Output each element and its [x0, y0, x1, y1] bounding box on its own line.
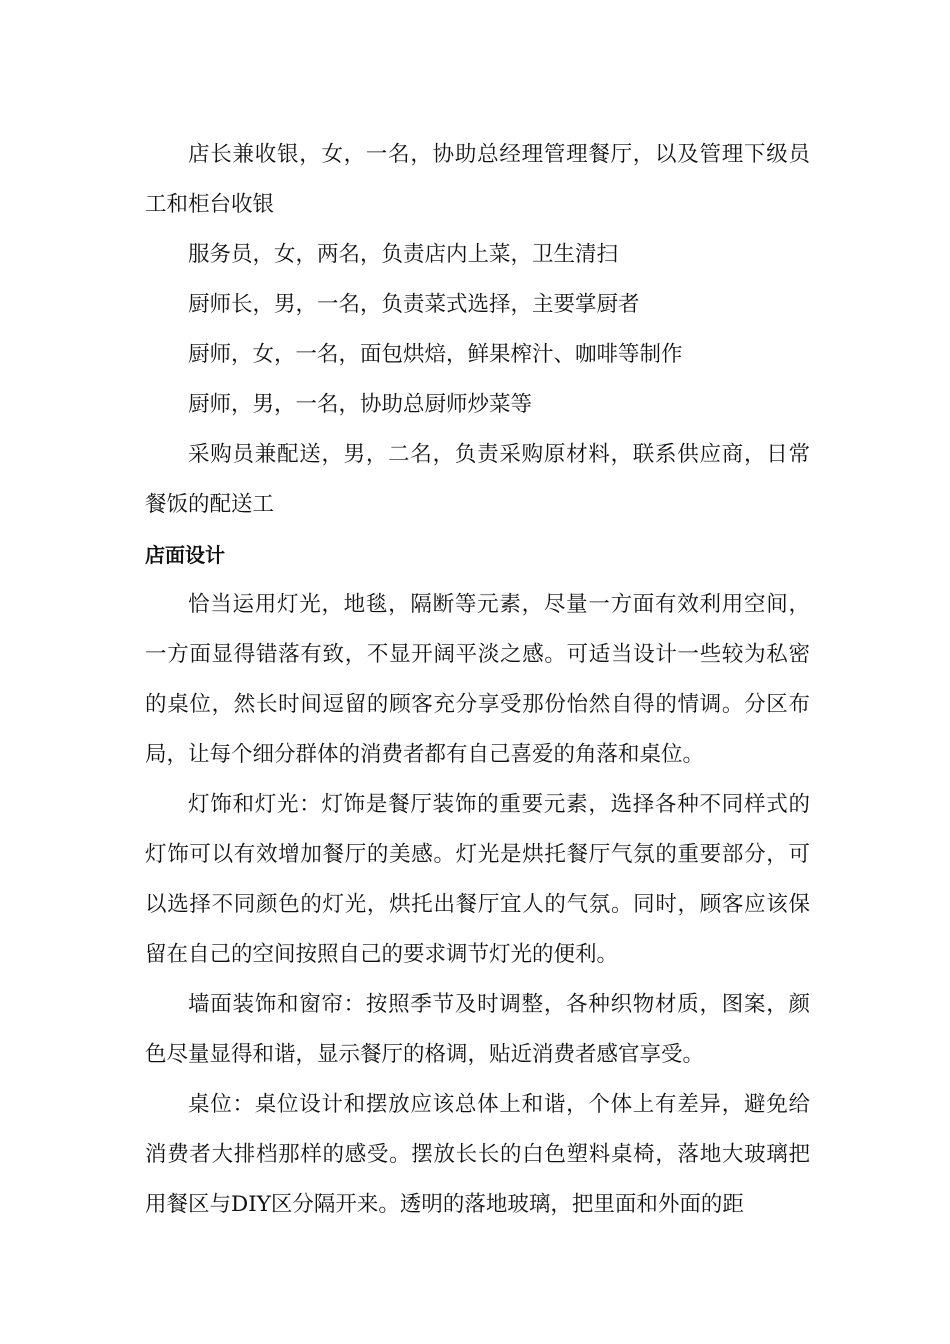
staff-manager-paragraph: 店长兼收银，女，一名，协助总经理管理餐厅，以及管理下级员工和柜台收银: [145, 142, 810, 217]
staff-waitress-paragraph: 服务员，女，两名，负责店内上菜，卫生清扫: [188, 242, 619, 267]
design-lighting-paragraph: 灯饰和灯光：灯饰是餐厅装饰的重要元素，选择各种不同样式的灯饰可以有效增加餐厅的美感。灯光是烘托餐厅气氛的重要部分，可以选择不同颜色的灯光，烘托出餐厅宜人的气氛。同时，顾客应该保留在自己的空间按照自己的要求调节灯光的便利。: [145, 792, 810, 967]
staff-purchaser-paragraph: 采购员兼配送，男，二名，负责采购原材料，联系供应商，日常餐饭的配送工: [145, 442, 810, 517]
design-wall-paragraph: 墙面装饰和窗帘：按照季节及时调整，各种织物材质，图案，颜色尽量显得和谐，显示餐厅的格调，贴近消费者感官享受。: [145, 992, 810, 1067]
staff-chef-male-paragraph: 厨师，男，一名，协助总厨师炒菜等: [188, 392, 533, 417]
staff-chef-female-paragraph: 厨师，女，一名，面包烘焙，鲜果榨汁、咖啡等制作: [188, 342, 683, 367]
design-seating-paragraph: 桌位：桌位设计和摆放应该总体上和谐，个体上有差异，避免给消费者大排档那样的感受。摆放长长的白色塑料桌椅，落地大玻璃把用餐区与DIY区分隔开来。透明的落地玻璃，把里面和外面的距: [145, 1092, 810, 1217]
staff-head-chef-paragraph: 厨师长，男，一名，负责菜式选择，主要掌厨者: [188, 292, 640, 317]
document-body: [145, 130, 810, 1230]
section-heading: 店面设计: [145, 543, 225, 567]
design-layout-paragraph: 恰当运用灯光，地毯，隔断等元素，尽量一方面有效利用空间，一方面显得错落有致，不显开阔平淡之感。可适当设计一些较为私密的桌位，然长时间逗留的顾客充分享受那份怡然自得的情调。分区布局，让每个细分群体的消费者都有自己喜爱的角落和桌位。: [145, 592, 810, 767]
